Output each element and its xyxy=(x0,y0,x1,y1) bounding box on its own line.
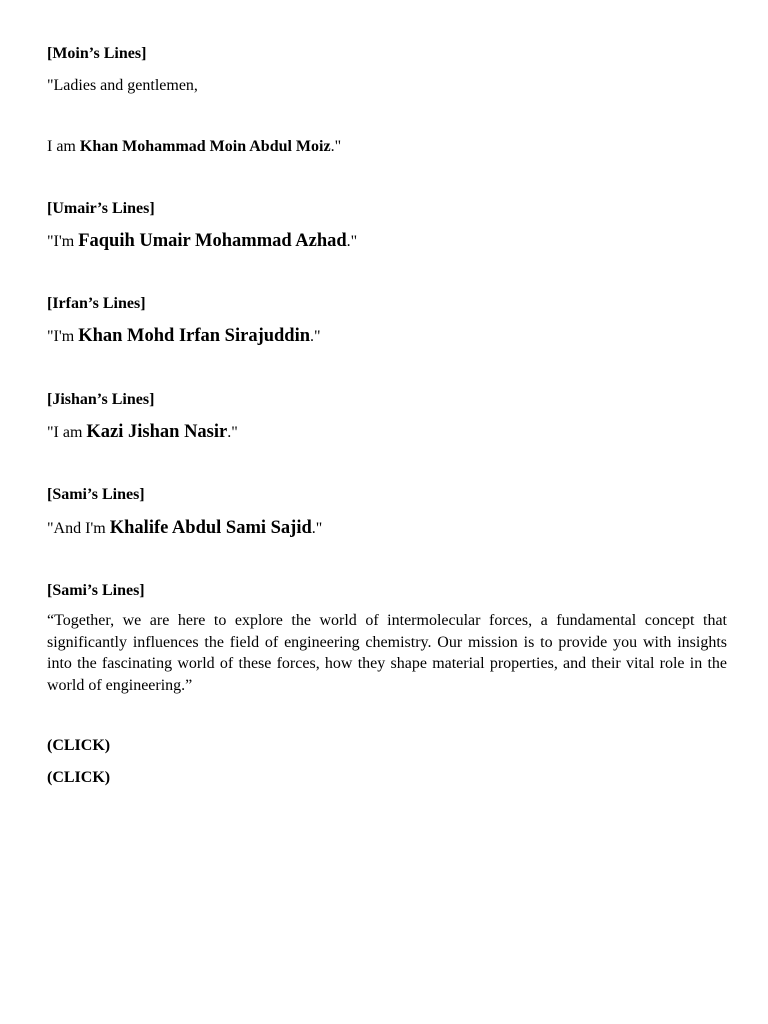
irfan-intro-post: ." xyxy=(310,328,321,345)
umair-intro-pre: "I'm xyxy=(47,233,79,250)
click-cue-2: (CLICK) xyxy=(47,769,111,786)
irfan-intro xyxy=(47,324,321,349)
sami-intro xyxy=(47,516,322,541)
sami-paragraph: “Together, we are here to explore the world of intermolecular forces, a fundamental concept that significantly influences the field of engineering chemistry. Our mission is to provide you with insights into the fascinating world of these forces, how they shape material properties, and their vital role in the world of engineering.” xyxy=(47,612,727,694)
sami-intro-post: ." xyxy=(311,520,323,537)
sami-intro-pre: "And I'm xyxy=(47,520,110,537)
sami-heading-1: [Sami’s Lines] xyxy=(47,486,145,503)
jishan-intro-pre: "I am xyxy=(47,424,87,441)
moin-heading: [Moin’s Lines] xyxy=(47,45,147,62)
sami-name: Khalife Abdul Sami Sajid xyxy=(109,518,312,538)
irfan-heading: [Irfan’s Lines] xyxy=(47,295,146,312)
irfan-intro-pre: "I'm xyxy=(47,328,79,345)
moin-greeting: "Ladies and gentlemen, xyxy=(47,77,198,94)
irfan-name: Khan Mohd Irfan Sirajuddin xyxy=(78,326,311,346)
umair-intro xyxy=(47,229,357,254)
sami-heading-2: [Sami’s Lines] xyxy=(47,582,145,599)
jishan-name: Kazi Jishan Nasir xyxy=(86,422,228,442)
moin-name: Khan Mohammad Moin Abdul Moiz xyxy=(79,138,331,155)
jishan-intro xyxy=(47,420,238,445)
umair-heading: [Umair’s Lines] xyxy=(47,200,155,217)
jishan-intro-post: ." xyxy=(227,424,238,441)
click-cue-1: (CLICK) xyxy=(47,737,111,754)
umair-intro-post: ." xyxy=(346,233,358,250)
moin-intro-post: ." xyxy=(330,138,342,155)
moin-intro-pre: I am xyxy=(47,138,80,155)
umair-name: Faquih Umair Mohammad Azhad xyxy=(78,231,347,251)
jishan-heading: [Jishan’s Lines] xyxy=(47,391,155,408)
moin-intro xyxy=(47,137,341,157)
